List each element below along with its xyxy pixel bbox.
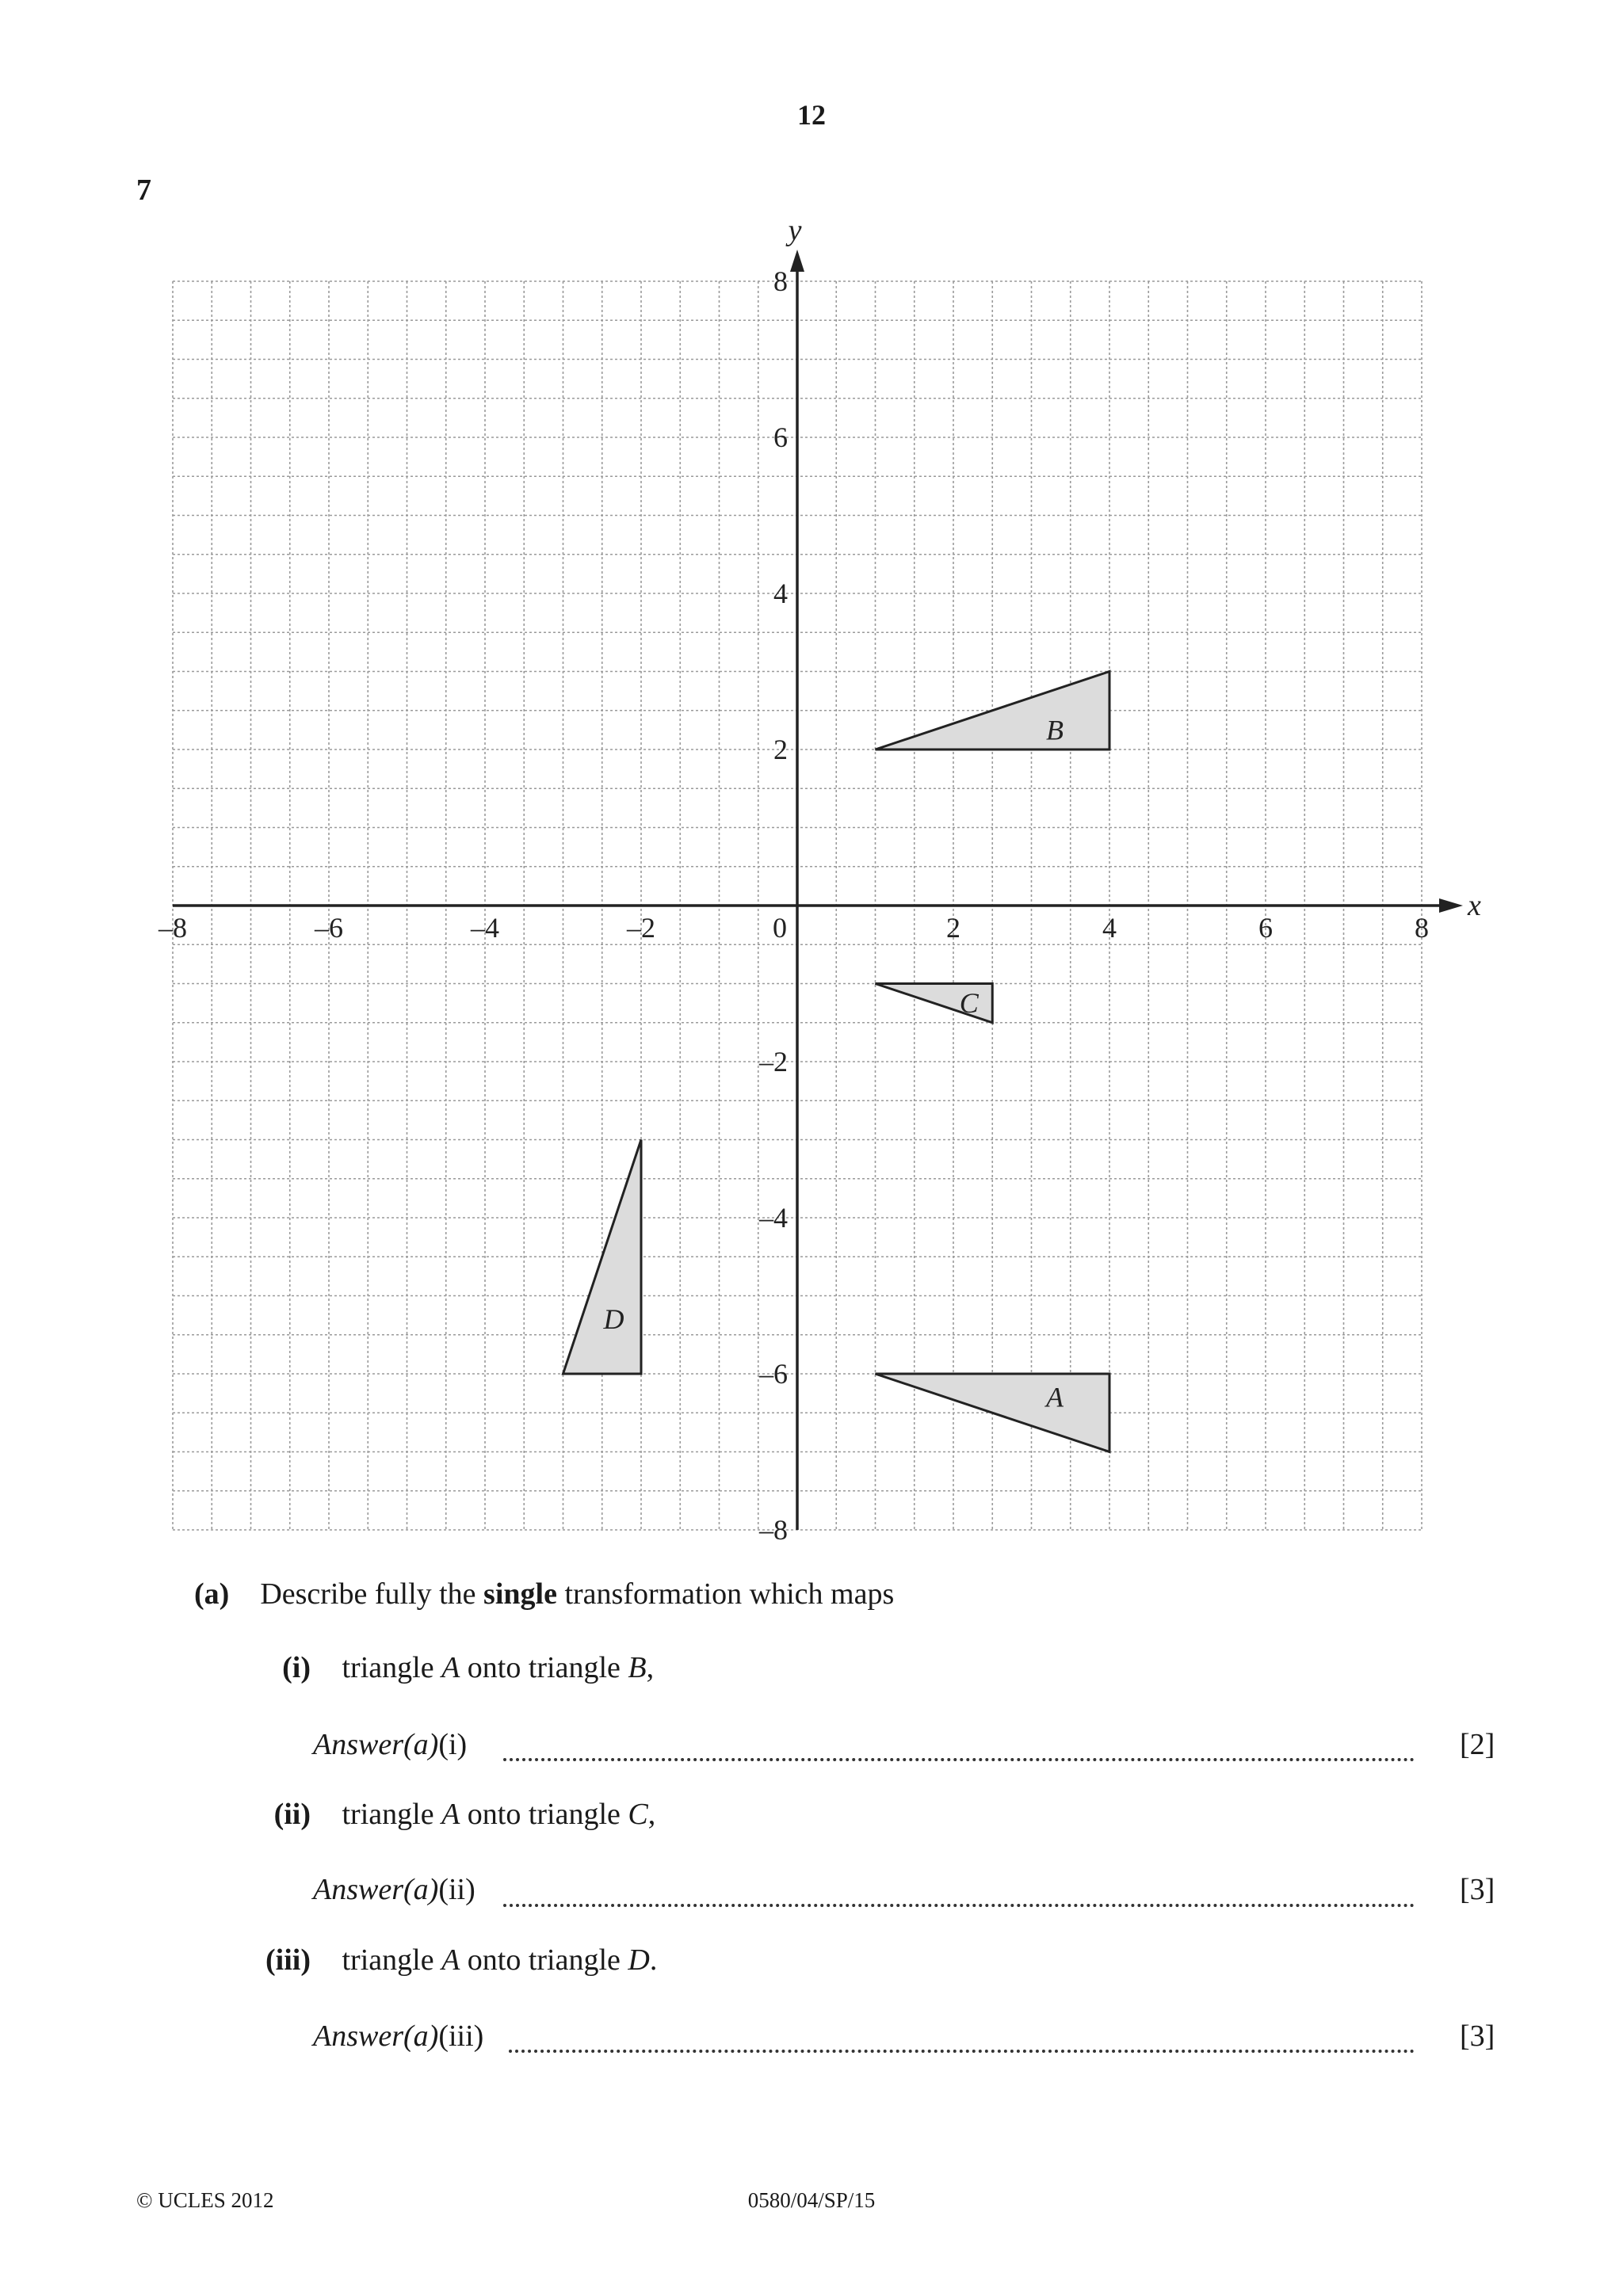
x-tick-label: –2 (627, 912, 655, 944)
x-axis-label: x (1468, 889, 1481, 922)
footer-code: 0580/04/SP/15 (747, 2188, 876, 2212)
answer-ii-label (313, 1872, 475, 1907)
footer-copyright: © UCLES 2012 (136, 2188, 274, 2212)
x-tick-label: 0 (773, 912, 787, 944)
item-iii-t1: A (441, 1943, 460, 1977)
x-tick-label: 4 (1102, 912, 1117, 944)
x-tick-label: 6 (1258, 912, 1273, 944)
page-number: 12 (797, 99, 826, 131)
x-tick-label: –8 (158, 912, 187, 944)
part-a-text-bold: single (483, 1577, 557, 1611)
item-i-label: (i) (282, 1651, 311, 1684)
item-ii-t2: C (628, 1798, 648, 1831)
part-a-label: (a) (194, 1577, 230, 1611)
item-ii-label: (ii) (273, 1798, 311, 1831)
item-i-line (254, 1650, 654, 1685)
answer-ii-input[interactable] (503, 1904, 1415, 1907)
item-i-t2: B (628, 1651, 647, 1684)
y-axis-label: y (788, 214, 802, 247)
x-axis-arrow (1439, 898, 1463, 913)
y-axis-arrow (790, 250, 804, 272)
x-tick-label: 8 (1415, 912, 1429, 944)
marks-ii: [3] (1460, 1873, 1495, 1906)
triangle-label-c: C (959, 987, 979, 1020)
triangle-label-b: B (1046, 714, 1064, 746)
item-iii-label: (iii) (265, 1943, 311, 1977)
y-tick-label: 6 (773, 421, 788, 453)
answer-ii-suffix: (ii) (438, 1873, 475, 1906)
item-ii-text-pre: triangle (342, 1798, 442, 1831)
y-tick-label: –6 (759, 1358, 788, 1390)
triangle-d (563, 1140, 642, 1375)
answer-i-ital: Answer(a) (313, 1728, 439, 1761)
item-i-text-pre: triangle (342, 1651, 442, 1684)
x-tick-label: –6 (315, 912, 343, 944)
item-i-text-post: , (646, 1651, 655, 1684)
item-iii-text-pre: triangle (342, 1943, 442, 1977)
marks-i: [2] (1460, 1728, 1495, 1761)
y-tick-label: –4 (759, 1202, 788, 1234)
answer-iii-ital: Answer(a) (313, 2019, 439, 2053)
item-iii-text-post: . (649, 1943, 658, 1977)
item-iii-t2: D (628, 1943, 650, 1977)
item-i-text-mid: onto triangle (460, 1651, 628, 1684)
answer-iii-suffix: (iii) (438, 2019, 484, 2053)
item-ii-line (254, 1797, 655, 1832)
y-tick-label: –2 (759, 1046, 788, 1077)
answer-i-input[interactable] (503, 1758, 1415, 1761)
y-tick-label: 2 (773, 734, 788, 765)
part-a-text-after: transformation which maps (556, 1577, 895, 1611)
y-tick-label: 4 (773, 578, 788, 609)
item-i-t1: A (441, 1651, 460, 1684)
part-a-text-before: Describe fully the (260, 1577, 484, 1611)
x-tick-label: –4 (471, 912, 499, 944)
answer-ii-ital: Answer(a) (313, 1873, 439, 1906)
question-number: 7 (136, 174, 151, 207)
y-tick-label: 8 (773, 265, 788, 297)
item-iii-line (254, 1943, 657, 1978)
part-a-line (194, 1577, 894, 1611)
answer-iii-label (313, 2019, 483, 2054)
x-tick-label: 2 (946, 912, 960, 944)
triangle-label-a: A (1046, 1381, 1064, 1413)
item-iii-text-mid: onto triangle (460, 1943, 628, 1977)
marks-iii: [3] (1460, 2019, 1495, 2053)
y-tick-label: –8 (759, 1514, 788, 1546)
triangle-label-d: D (603, 1303, 624, 1336)
answer-iii-input[interactable] (509, 2050, 1415, 2053)
item-ii-text-post: , (647, 1798, 656, 1831)
axes (173, 214, 1481, 1530)
answer-i-suffix: (i) (438, 1728, 468, 1761)
item-ii-t1: A (441, 1798, 460, 1831)
answer-i-label (313, 1727, 467, 1762)
item-ii-text-mid: onto triangle (460, 1798, 628, 1831)
